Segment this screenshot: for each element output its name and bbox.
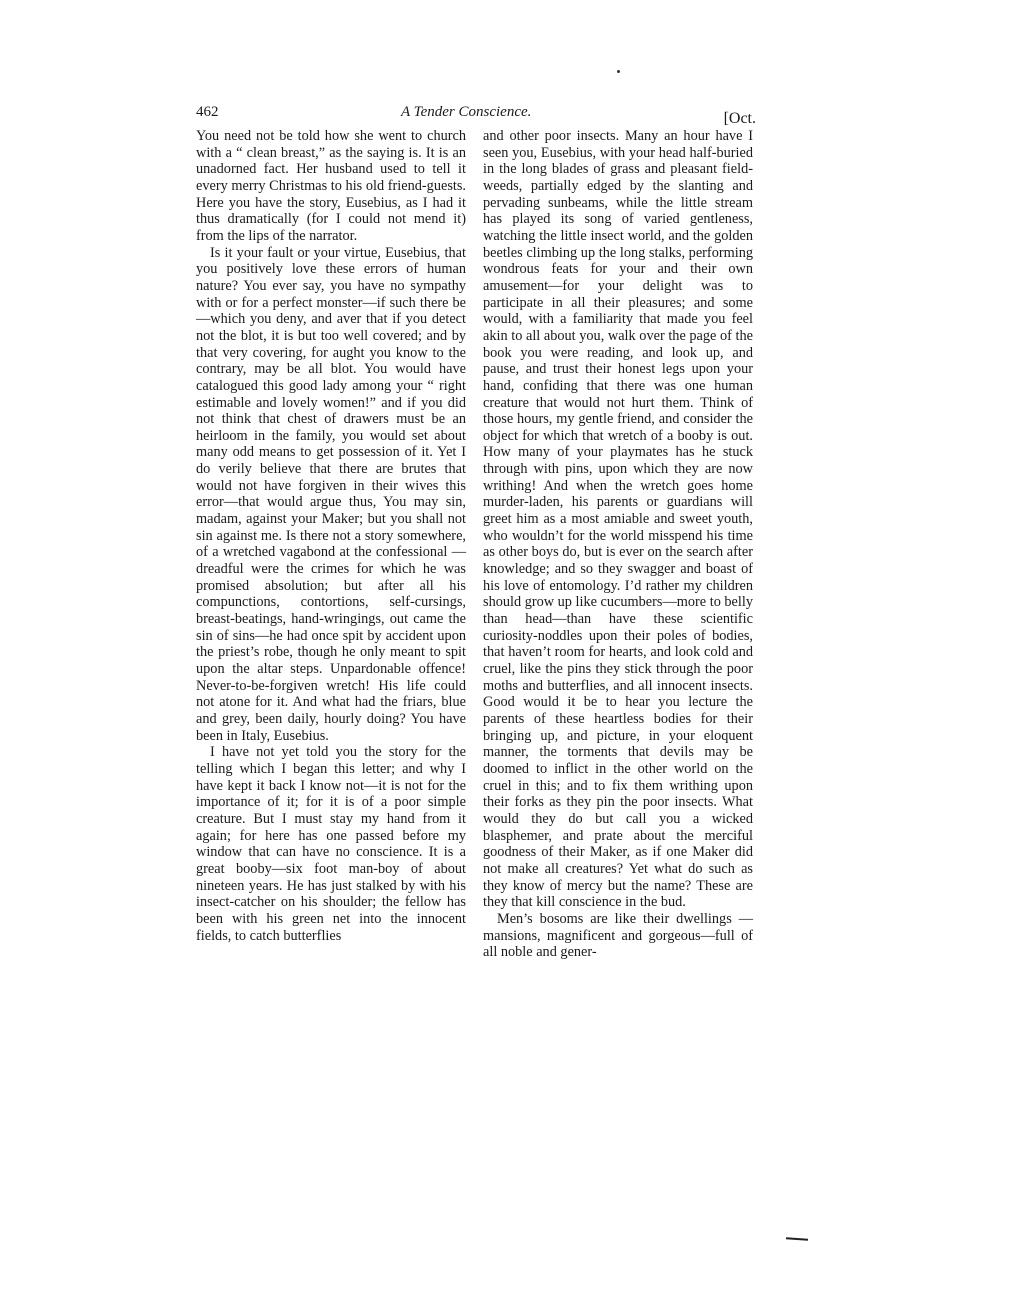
ink-speck [617, 70, 620, 73]
running-header [196, 104, 756, 128]
page-number: 462 [196, 104, 219, 120]
paragraph: You need not be told how she went to church with a “ clean breast,” as the saying is. It is an unadorned fact. Her husband used to tell it every merry Christmas to his old friend-guests. Here you have the story, Eusebius, as I had it thus dramatically (for I could not mend it) from the lips of the narrator. [196, 128, 466, 244]
page-edge-mark [786, 1237, 808, 1241]
running-title: A Tender Conscience. [401, 104, 532, 120]
right-column [483, 128, 753, 961]
paragraph: I have not yet told you the story for the telling which I began this letter; and why I have kept it back I know not—it is not for the importance of it; for it is of a poor simple creature. But I must stay my hand from it again; for here has one passed before my window that can have no conscience. It is a great booby—six foot man-boy of about nineteen years. He has just stalked by with his insect-catcher on his shoulder; the fellow has been with his green net into the innocent fields, to catch butterflies [196, 744, 466, 944]
paragraph: Is it your fault or your virtue, Eusebius, that you positively love these errors of human nature? You ever say, you have no sympathy with or for a perfect monster—if such there be—which you deny, and aver that if you detect not the blot, it is but too well covered; and by that very covering, for aught you know to the contrary, may be all blot. You would have catalogued this good lady among your “ right estimable and lovely women!” and if you did not think that chest of drawers must be an heirloom in the family, you would set about many odd means to get possession of it. Yet I do verily believe that there are brutes that would not have forgiven in their wives this error—that would argue thus, You may sin, madam, against your Maker; but you shall not sin against me. Is there not a story somewhere, of a wretched vagabond at the confessional —dreadful were the crimes for which he was promised absolution; but after all his compunctions, contortions, self-cursings, breast-beatings, hand-wringings, out came the sin of sins—he had once spit by accident upon the priest’s robe, though he only meant to spit upon the altar steps. Unpardonable offence! Never-to-be-forgiven wretch! His life could not atone for it. And what had the friars, blue and grey, been daily, hourly doing? You have been in Italy, Eusebius. [196, 244, 466, 744]
left-column [196, 128, 466, 944]
header-month: [Oct. [723, 110, 756, 127]
paragraph: and other poor insects. Many an hour have I seen you, Eusebius, with your head half-buried in the long blades of grass and pleasant field-weeds, partially edged by the slanting and pervading sunbeams, while the little stream has played its song of varied gentleness, watching the little insect world, and the golden beetles climbing up the long stalks, performing wondrous feats for your and their own amusement—for your delight was to participate in all their pleasures; and some would, with a familiarity that made you feel akin to all about you, walk over the page of the book you were reading, and look up, and pause, and trust their honest legs upon your hand, confiding that there was one human creature that would not hurt them. Think of those hours, my gentle friend, and consider the object for which that wretch of a booby is out. How many of your playmates has he stuck through with pins, upon which they are now writhing! And when the wretch goes home murder-laden, his parents or guardians will greet him as a most amiable and sweet youth, who wouldn’t for the world misspend his time as other boys do, but is ever on the search after knowledge; and so they swagger and boast of his love of entomology. I’d rather my children should grow up like cucumbers—more to belly than head—than have these scientific curiosity-noddles upon their poles of bodies, that haven’t room for hearts, and look cold and cruel, like the pins they stick through the poor moths and butterflies, and all innocent insects. Good would it be to hear you lecture the parents of these heartless bodies for their bringing up, and picture, in your eloquent manner, the torments that devils may be doomed to inflict in the other world on the cruel in this; and to fix them writhing upon their forks as they pin the poor insects. What would they do but call you a wicked blasphemer, and prate about the merciful goodness of their Maker, as if one Maker did not make all creatures? Yet what do such as they know of mercy but the name? These are they that kill conscience in the bud. [483, 128, 754, 911]
paragraph: Men’s bosoms are like their dwellings — mansions, magnificent and gorgeous—full of all noble and gener- [483, 910, 753, 961]
